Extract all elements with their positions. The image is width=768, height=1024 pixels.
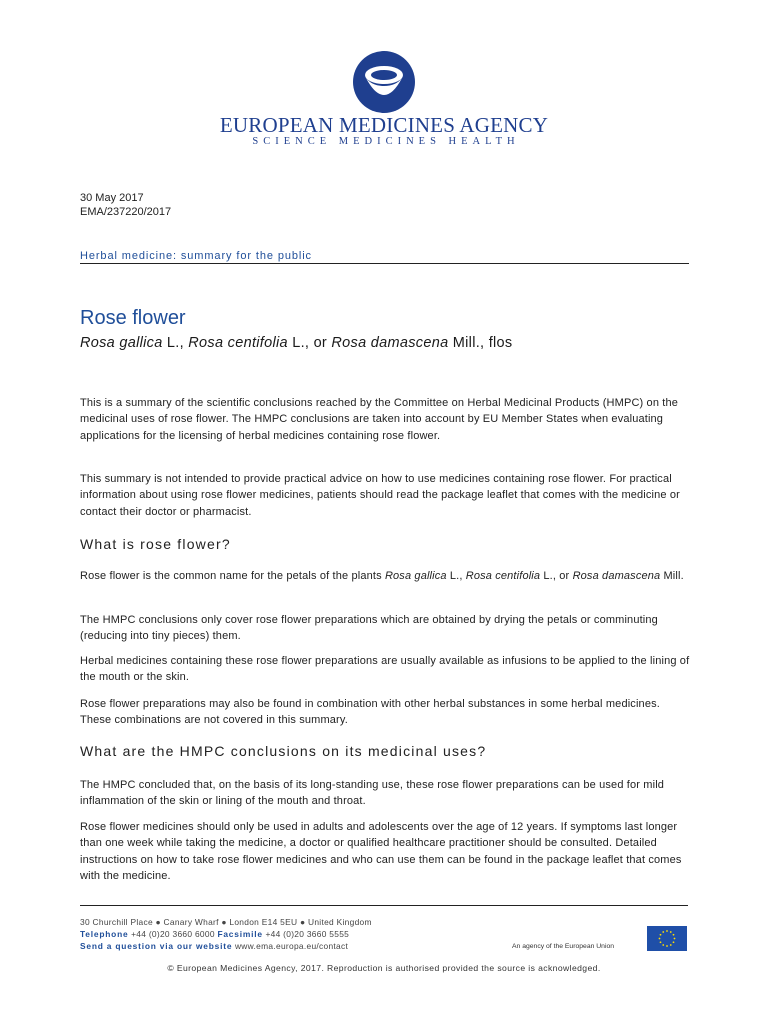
telephone-number: +44 (0)20 3660 6000: [128, 929, 218, 939]
agency-tagline: SCIENCE MEDICINES HEALTH: [252, 136, 520, 147]
eu-agency-tagline: An agency of the European Union: [512, 943, 615, 950]
eu-star: [670, 944, 672, 946]
document-type: Herbal medicine: summary for the public: [80, 250, 312, 262]
website-link[interactable]: www.ema.europa.eu/contact: [232, 941, 349, 951]
text-run: L., or: [540, 570, 573, 582]
eu-star: [673, 941, 675, 943]
eu-star: [670, 931, 672, 933]
section2-paragraph-1: [80, 777, 690, 810]
telephone-label: Telephone: [80, 929, 129, 939]
paragraph-text: Rose flower medicines should only be used in adults and adolescents over the age of 12 years. If symptoms last longer than one week while taking the medicine, a doctor or qualified healthcare practitioner should be consulted. Detailed instructions on how to take rose flower medicines and who can use them can be found in the package leaflet that comes with the medicine.: [80, 821, 682, 883]
copyright-notice: © European Medicines Agency, 2017. Reproduction is authorised provided the source is acknowledged.: [167, 963, 601, 973]
species-name: Rosa gallica: [80, 335, 163, 351]
document-reference: EMA/237220/2017: [80, 206, 172, 218]
section-heading-what-is: What is rose flower?: [80, 536, 231, 552]
paragraph-text: The HMPC concluded that, on the basis of its long-standing use, these rose flower preparations can be used for mild inflammation of the skin or lining of the mouth and throat.: [80, 779, 665, 808]
paragraph-text: Herbal medicines containing these rose flower preparations are usually available as infusions to be applied to the lining of the mouth or the skin.: [80, 655, 690, 684]
species-name: Rosa centifolia: [188, 335, 288, 351]
paragraph-text: The HMPC conclusions only cover rose flower preparations which are obtained by drying the petals or comminuting (reducing into tiny pieces) them.: [80, 614, 658, 643]
ema-emblem-icon: [352, 50, 416, 114]
footer-phone-line: [80, 928, 372, 940]
species-author: L.,: [162, 335, 189, 351]
eu-star: [660, 941, 662, 943]
footer-contact: [80, 916, 372, 952]
text-run: Rose flower is the common name for the petals of the plants: [80, 570, 385, 582]
eu-flag-icon: [647, 926, 687, 951]
text-run: L.,: [446, 570, 466, 582]
agency-name: EUROPEAN MEDICINES AGENCY: [219, 113, 549, 137]
species-name: Rosa damascena: [331, 335, 449, 351]
species-name: Rosa centifolia: [465, 570, 541, 582]
page-title: Rose flower: [80, 307, 186, 329]
footer-divider: [80, 905, 688, 906]
eu-star: [660, 934, 662, 936]
document-date: 30 May 2017: [80, 192, 144, 204]
footer-website-line: [80, 940, 372, 952]
eu-star: [666, 945, 668, 947]
eu-star: [659, 938, 661, 940]
eu-star: [666, 930, 668, 932]
document-meta: [80, 191, 171, 219]
section1-paragraph-3: [80, 653, 690, 686]
paragraph-text: This summary is not intended to provide practical advice on how to use medicines containing rose flower. For practical information about using rose flower medicines, patients should read the package leaflet that comes with the medicine or contact their doctor or pharmacist.: [80, 473, 680, 518]
facsimile-label: Facsimile: [217, 929, 263, 939]
page-subtitle: [80, 335, 512, 351]
footer-address-line: 30 Churchill Place ● Canary Wharf ● London E14 5EU ● United Kingdom: [80, 917, 372, 927]
section-heading-conclusions: What are the HMPC conclusions on its medicinal uses?: [80, 743, 487, 759]
header-divider: [80, 263, 689, 264]
question-label: Send a question via our website: [80, 941, 233, 951]
section1-paragraph-4: [80, 696, 690, 729]
eu-star: [673, 934, 675, 936]
section1-paragraph-1: [80, 568, 690, 584]
eu-star: [662, 944, 664, 946]
section1-paragraph-2: [80, 612, 690, 645]
eu-star: [662, 931, 664, 933]
species-author: Mill., flos: [448, 335, 513, 351]
paragraph-text: This is a summary of the scientific conclusions reached by the Committee on Herbal Medicinal Products (HMPC) on the medicinal uses of rose flower. The HMPC conclusions are taken into account by EU Member States when evaluating applications for the licensing of herbal medicines containing rose flower.: [80, 397, 679, 442]
intro-paragraph-2: [80, 471, 690, 520]
species-name: Rosa damascena: [572, 570, 661, 582]
species-name: Rosa gallica: [384, 570, 447, 582]
intro-paragraph-1: [80, 395, 690, 444]
text-run: Mill.: [660, 570, 684, 582]
species-author: L., or: [287, 335, 332, 351]
facsimile-number: +44 (0)20 3660 5555: [262, 929, 350, 939]
paragraph-text: Rose flower preparations may also be found in combination with other herbal substances in some herbal medicines. These combinations are not covered in this summary.: [80, 698, 660, 727]
eu-star: [674, 938, 676, 940]
section2-paragraph-2: [80, 819, 690, 885]
